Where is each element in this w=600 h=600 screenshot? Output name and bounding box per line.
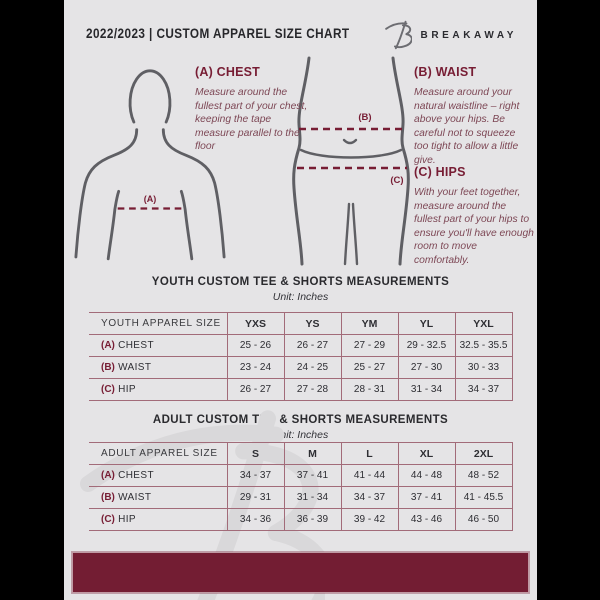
size-column-header: YXL (455, 313, 512, 335)
table-row (89, 335, 512, 357)
size-column-header: YS (284, 313, 341, 335)
measurement-value-cell: 30 - 33 (455, 357, 512, 379)
measurement-value-cell: 41 - 45.5 (455, 487, 512, 509)
size-column-header: YXS (227, 313, 284, 335)
brand-name: BREAKAWAY (420, 29, 517, 41)
measurement-label-cell (89, 335, 227, 357)
header (64, 20, 537, 50)
document-page (64, 0, 537, 600)
measurement-label-cell (89, 357, 227, 379)
measurement-label-cell (89, 465, 227, 487)
measurement-value-cell: 34 - 37 (227, 465, 284, 487)
measurement-value-cell: 34 - 37 (341, 487, 398, 509)
measurement-name: HIP (114, 384, 136, 395)
measurement-key: (B) (101, 362, 115, 373)
apparel-size-header: ADULT APPAREL SIZE (89, 443, 227, 465)
measurement-value-cell: 29 - 31 (227, 487, 284, 509)
measurement-value-cell: 34 - 37 (455, 379, 512, 401)
footer-bar (72, 552, 529, 593)
measurement-key: (A) (101, 340, 115, 351)
measurement-value-cell: 27 - 30 (398, 357, 455, 379)
measurement-value-cell: 26 - 27 (227, 379, 284, 401)
adult-section-unit: Unit: Inches (272, 429, 329, 441)
measurement-key: (C) (101, 514, 115, 525)
hips-heading: (C) HIPS (414, 165, 466, 179)
waist-heading: (B) WAIST (414, 65, 477, 79)
measurement-name: CHEST (114, 470, 154, 481)
measurement-value-cell: 32.5 - 35.5 (455, 335, 512, 357)
chest-heading: (A) CHEST (195, 65, 260, 79)
measurement-value-cell: 43 - 46 (398, 509, 455, 531)
measurement-value-cell: 41 - 44 (341, 465, 398, 487)
measurement-value-cell: 37 - 41 (398, 487, 455, 509)
adult-size-table (89, 442, 513, 531)
measurement-key: (B) (101, 492, 115, 503)
measurement-value-cell: 34 - 36 (227, 509, 284, 531)
waist-body-text: Measure around your natural waistline – right above your hips. Be careful not to squeeze too tight to allow a little give. (414, 87, 520, 166)
measurement-value-cell: 31 - 34 (284, 487, 341, 509)
size-column-header: XL (398, 443, 455, 465)
apparel-size-header: YOUTH APPAREL SIZE (89, 313, 227, 335)
size-column-header: M (284, 443, 341, 465)
measurement-value-cell: 26 - 27 (284, 335, 341, 357)
hips-line-label: (C) (390, 175, 404, 186)
measurement-label-cell (89, 509, 227, 531)
measurement-key: (C) (101, 384, 115, 395)
measurement-value-cell: 23 - 24 (227, 357, 284, 379)
measurement-name: HIP (114, 514, 136, 525)
measurement-name: WAIST (114, 362, 152, 373)
size-column-header: YL (398, 313, 455, 335)
adult-section-title: ADULT CUSTOM TEE & SHORTS MEASUREMENTS (152, 414, 449, 426)
table-row (89, 379, 512, 401)
youth-section-title: YOUTH CUSTOM TEE & SHORTS MEASUREMENTS (151, 276, 450, 288)
measurement-name: CHEST (114, 340, 154, 351)
breakaway-logo-icon (385, 20, 412, 50)
measurement-value-cell: 31 - 34 (398, 379, 455, 401)
measurement-value-cell: 24 - 25 (284, 357, 341, 379)
youth-size-table (89, 312, 513, 401)
measurement-value-cell: 25 - 27 (341, 357, 398, 379)
size-column-header: YM (341, 313, 398, 335)
measurement-value-cell: 46 - 50 (455, 509, 512, 531)
size-column-header: 2XL (455, 443, 512, 465)
measurement-value-cell: 27 - 29 (341, 335, 398, 357)
measurement-label-cell (89, 379, 227, 401)
measurement-value-cell: 44 - 48 (398, 465, 455, 487)
youth-section-unit: Unit: Inches (272, 291, 329, 303)
measurement-label-cell (89, 487, 227, 509)
hips-instructions (414, 165, 534, 267)
measurement-diagrams (64, 55, 537, 267)
measurement-name: WAIST (114, 492, 152, 503)
brand-lockup (385, 20, 518, 50)
table-header-row (89, 443, 512, 465)
chest-instructions (195, 65, 309, 154)
measurement-value-cell: 28 - 31 (341, 379, 398, 401)
waist-instructions (414, 65, 532, 167)
table-row (89, 487, 512, 509)
size-column-header: L (341, 443, 398, 465)
measurement-value-cell: 48 - 52 (455, 465, 512, 487)
measurement-value-cell: 39 - 42 (341, 509, 398, 531)
measurement-value-cell: 37 - 41 (284, 465, 341, 487)
chest-line-label: (A) (143, 193, 157, 204)
table-row (89, 465, 512, 487)
measurement-value-cell: 36 - 39 (284, 509, 341, 531)
page-title: 2022/2023 | CUSTOM APPAREL SIZE CHART (86, 25, 350, 41)
measurement-value-cell: 25 - 26 (227, 335, 284, 357)
waist-line-label: (B) (358, 112, 372, 123)
measurement-key: (A) (101, 470, 115, 481)
table-header-row (89, 313, 512, 335)
size-column-header: S (227, 443, 284, 465)
measurement-value-cell: 27 - 28 (284, 379, 341, 401)
chest-body-text: Measure around the fullest part of your chest, keeping the tape measure parallel to the floor (195, 87, 308, 153)
table-row (89, 357, 512, 379)
table-row (89, 509, 512, 531)
hips-body-text: With your feet together, measure around the fullest part of your hips to ensure you'll have enough room to move comfortably. (414, 187, 534, 266)
measurement-value-cell: 29 - 32.5 (398, 335, 455, 357)
